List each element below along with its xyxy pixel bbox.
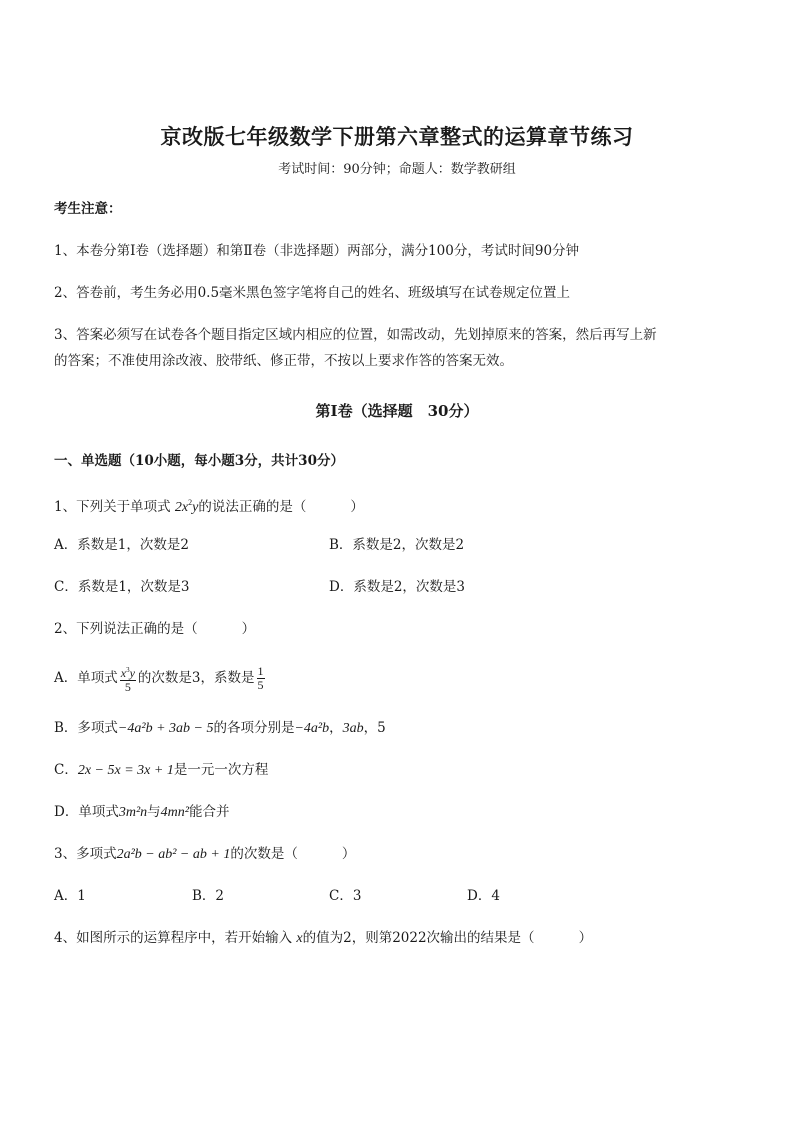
- notice-item-3-cont: 的答案；不准使用涂改液、胶带纸、修正带，不按以上要求作答的答案无效。: [54, 353, 513, 369]
- notice-heading: 考生注意：: [54, 201, 122, 217]
- notice-item-3: 3、答案必须写在试卷各个题目指定区域内相应的位置，如需改动，先划掉原来的答案，然后再写上新: [54, 327, 657, 343]
- q1-option-d[interactable]: D．系数是2，次数是3: [329, 579, 466, 595]
- q3-option-d[interactable]: D．4: [467, 888, 500, 904]
- question-3-stem: 3、多项式2a²b − ab² − ab + 1的次数是（ ）: [54, 846, 356, 862]
- q1-monomial: $2x^2y$: [174, 498, 199, 515]
- q3-option-c[interactable]: C．3: [329, 888, 362, 904]
- section-title: 第Ⅰ卷（选择题 30分）: [315, 402, 479, 420]
- q1-option-c[interactable]: C．系数是1，次数是3: [54, 579, 190, 595]
- q2-a-fraction-1: $\frac{x^3y}{5}$: [120, 665, 135, 694]
- q2-option-a[interactable]: A．单项式 $\frac{x^3y}{5}$ 的次数是3，系数是 $\frac{1}{5}$: [54, 664, 264, 694]
- question-2-stem: 2、下列说法正确的是（ ）: [54, 621, 256, 637]
- q3-option-a[interactable]: A．1: [54, 888, 86, 904]
- question-4-stem: 4、如图所示的运算程序中，若开始输入 x的值为2，则第2022次输出的结果是（ ）: [54, 930, 593, 946]
- q1-option-b[interactable]: B．系数是2，次数是2: [329, 537, 465, 553]
- notice-item-1: 1、本卷分第Ⅰ卷（选择题）和第Ⅱ卷（非选择题）两部分，满分100分，考试时间90分钟: [54, 243, 580, 259]
- q2-a-fraction-2: $\frac{1}{5}$: [257, 664, 264, 692]
- q3-option-b[interactable]: B．2: [192, 888, 225, 904]
- q1-option-a[interactable]: A．系数是1，次数是2: [54, 537, 189, 553]
- question-1-stem: 1、下列关于单项式 $2x^2y$的说法正确的是（ ）: [54, 498, 364, 515]
- q2-option-d[interactable]: D．单项式3m²n与4mn²能合并: [54, 804, 230, 820]
- part-heading: 一、单选题（10小题，每小题3分，共计30分）: [54, 453, 344, 469]
- q2-option-c[interactable]: C．2x − 5x = 3x + 1是一元一次方程: [54, 762, 269, 778]
- page-title: 京改版七年级数学下册第六章整式的运算章节练习: [160, 124, 634, 149]
- page-subtitle: 考试时间：90分钟；命题人：数学教研组: [278, 162, 516, 177]
- notice-item-2: 2、答卷前，考生务必用0.5毫米黑色签字笔将自己的姓名、班级填写在试卷规定位置上: [54, 285, 571, 301]
- q2-option-b[interactable]: B．多项式−4a²b + 3ab − 5的各项分别是−4a²b，3ab，5: [54, 720, 386, 736]
